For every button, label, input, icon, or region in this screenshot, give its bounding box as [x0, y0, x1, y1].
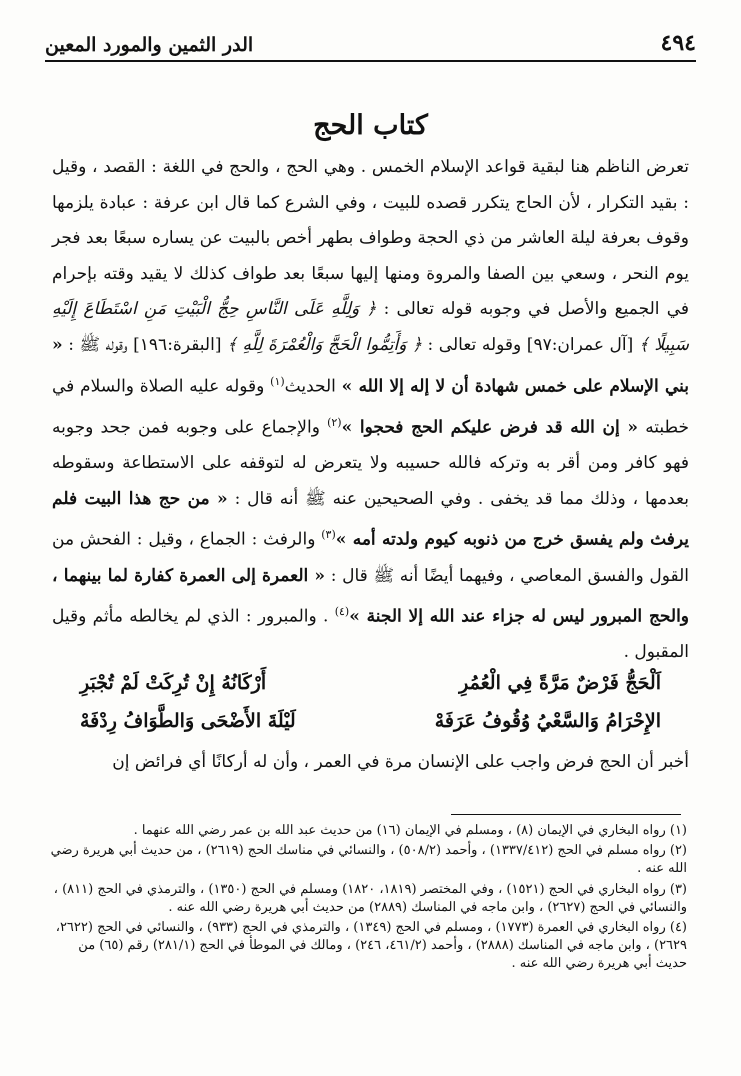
quran-verse: ﴿ وَلِلَّهِ عَلَى النَّاسِ حِجُّ الْبَيْتِ مَنِ اسْتَطَاعَ إِلَيْهِ سَبِيلًا ﴾	[52, 299, 689, 355]
footnote-ref[interactable]: (٤)	[334, 605, 350, 619]
page-number: ٤٩٤	[660, 30, 696, 56]
poem-line	[80, 702, 661, 740]
poem-hemistich-left: أَرْكَانُهُ إِنْ تُرِكَتْ لَمْ تُجْبَرِ	[80, 672, 267, 694]
page-header	[45, 28, 696, 62]
poem-hemistich-left: لَيْلَةَ الأَضْحَى وَالطَّوَافُ رِدْفَهْ	[80, 710, 296, 732]
footnote-ref[interactable]: (١)	[270, 374, 285, 388]
footnote-ref[interactable]: (٣)	[321, 528, 336, 542]
footnote-ref[interactable]: (٢)	[327, 415, 342, 429]
footnotes	[50, 822, 687, 976]
chapter-title: كتاب الحج	[313, 110, 428, 141]
main-paragraph	[52, 150, 689, 671]
body-text: وقوله عليه الصلاة والسلام في خطبته	[52, 376, 690, 438]
footnote: (٤) رواه البخاري في العمرة (١٧٧٣) ، ومسلم في الحج (١٣٤٩) ، والترمذي في الحج (٩٣٣) ، والنسائي في الحج (٢٦٢٢، ٢٦٢٩) ، وابن ماجه في المناسك (٢٨٨٨) ، وأحمد (٤٦١/٢، ٢٤٦) ، ومالك في الموطأ في الحج (٢٨١/١) رقم (٦٥) من حديث أبي هريرة رضي الله عنه .	[55, 920, 687, 972]
body-text: . والمبرور : الذي لم يخالطه مأثم وقيل المقبول .	[52, 606, 689, 663]
commentary-line: أخبر أن الحج فرض واجب على الإنسان مرة في العمر ، وأن له أركانًا أي فرائض إن	[112, 752, 689, 772]
body-text: [آل عمران:٩٧] وقوله تعالى :	[427, 334, 634, 355]
hadith-quote: « العمرة إلى العمرة كفارة لما بينهما ، والحج المبرور ليس له جزاء عند الله إلا الجنة »	[52, 565, 690, 627]
footnote: (٣) رواه البخاري في الحج (١٥٢١) ، وفي المختصر (١٨١٩، ١٨٢٠) ومسلم في الحج (١٣٥٠) ، والترمذي في الحج (٨١١) ، والنسائي في الحج (٢٦٢٧) ، وابن ماجه في المناسك (٢٨٨٩) من حديث أبي هريرة رضي الله عنه .	[53, 881, 687, 915]
footnote: (١) رواه البخاري في الإيمان (٨) ، ومسلم في الإيمان (١٦) من حديث عبد الله بن عمر رضي الله عنهما .	[133, 823, 687, 838]
footnote: (٢) رواه مسلم في الحج (١٣٣٧/٤١٢) ، وأحمد (٥٠٨/٢) ، والنسائي في مناسك الحج (٢٦١٩) ، من حديث أبي هريرة رضي الله عنه .	[50, 843, 687, 877]
body-text: [البقرة:١٩٦] وقوله ﷺ :	[68, 334, 222, 355]
poem-verses	[80, 664, 661, 740]
hadith-quote: « بني الإسلام على خمس شهادة أن لا إله إلا الله »	[52, 334, 690, 397]
body-text: والرفث : الجماع ، وقيل : الفحش من القول والفسق المعاصي ، وفيهما أيضًا أنه ﷺ قال :	[52, 529, 689, 586]
hadith-quote: « إن الله قد فرض عليكم الحج فحجوا »	[341, 417, 639, 438]
running-title: الدر الثمين والمورد المعين	[45, 34, 254, 56]
footnote-divider	[451, 814, 681, 815]
poem-hemistich-right: اَلْحَجُّ فَرْضٌ مَرَّةً فِي الْعُمُرِ	[459, 672, 661, 694]
body-text: الحديث	[284, 376, 336, 397]
poem-hemistich-right: الإِحْرَامُ وَالسَّعْيُ وُقُوفُ عَرَفَهْ	[434, 710, 661, 732]
hadith-quote: « من حج هذا البيت فلم يرفث ولم يفسق خرج من ذنوبه كيوم ولدته أمه »	[52, 488, 690, 550]
poem-line	[80, 664, 661, 702]
quran-verse: ﴿ وَأَتِمُّوا الْحَجَّ وَالْعُمْرَةَ لِلَّهِ ﴾	[227, 334, 422, 355]
body-text: والإجماع على وجوبه فمن جحد وجوبه فهو كافر ومن أقر به وتركه فالله حسيبه ولا يتعرض له لتوقفه على الاستطاعة وسقوطه بعدمها ، وذلك مما قد يخفى . وفي الصحيحين عنه ﷺ أنه قال :	[52, 417, 689, 509]
body-text: تعرض الناظم هنا لبقية قواعد الإسلام الخمس . وهي الحج ، والحج في اللغة : القصد ، وقيل : بقيد التكرار ، لأن الحاج يتكرر قصده للبيت ، وفي الشرع كما قال ابن عرفة : عبادة يلزمها وقوف بعرفة ليلة العاشر من ذي الحجة وطواف بطهر أخص بالبيت عن يساره سبعًا بعد فجر يوم النحر ، وسعي بين الصفا والمروة ومنها إليها سبعًا بعد طواف كذلك لا يقيد وقته بإحرام في الجميع والأصل في وجوبه قوله تعالى :	[52, 157, 689, 320]
